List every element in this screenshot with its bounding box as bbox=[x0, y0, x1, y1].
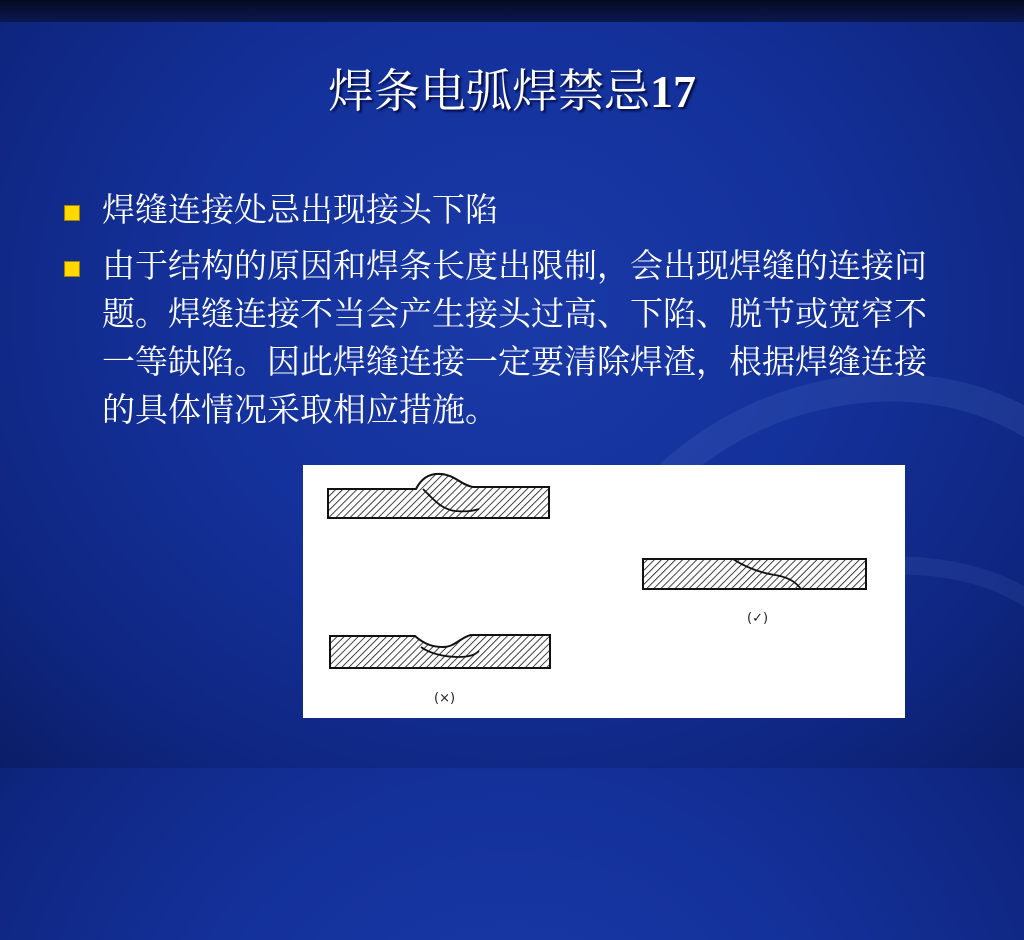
bullet-text: 由于结构的原因和焊条长度出限制，会出现焊缝的连接问题。焊缝连接不当会产生接头过高、下陷、脱节或宽窄不一等缺陷。因此焊缝连接一定要清除焊渣，根据焊缝连接的具体情况采取相应措施。 bbox=[102, 246, 927, 429]
top-band bbox=[0, 0, 1024, 22]
joint-correct-figure bbox=[643, 559, 866, 589]
weld-joint-diagram bbox=[303, 465, 905, 718]
bullet-text: 焊缝连接处忌出现接头下陷 bbox=[102, 190, 498, 229]
slide-title-number: 17 bbox=[650, 66, 696, 117]
caption-wrong: (×) bbox=[434, 691, 456, 706]
bullet-list bbox=[62, 186, 942, 434]
bullet-item bbox=[62, 242, 942, 434]
weld-joint-illustration bbox=[303, 465, 905, 718]
bullet-marker-icon bbox=[64, 205, 80, 221]
bullet-item bbox=[62, 186, 942, 234]
slide-title-text: 焊条电弧焊禁忌 bbox=[328, 64, 650, 118]
joint-too-high-figure bbox=[328, 474, 549, 518]
caption-correct: (✓) bbox=[747, 611, 769, 626]
joint-sunken-figure bbox=[330, 635, 550, 668]
bullet-marker-icon bbox=[64, 261, 80, 277]
slide-title bbox=[0, 56, 1024, 127]
